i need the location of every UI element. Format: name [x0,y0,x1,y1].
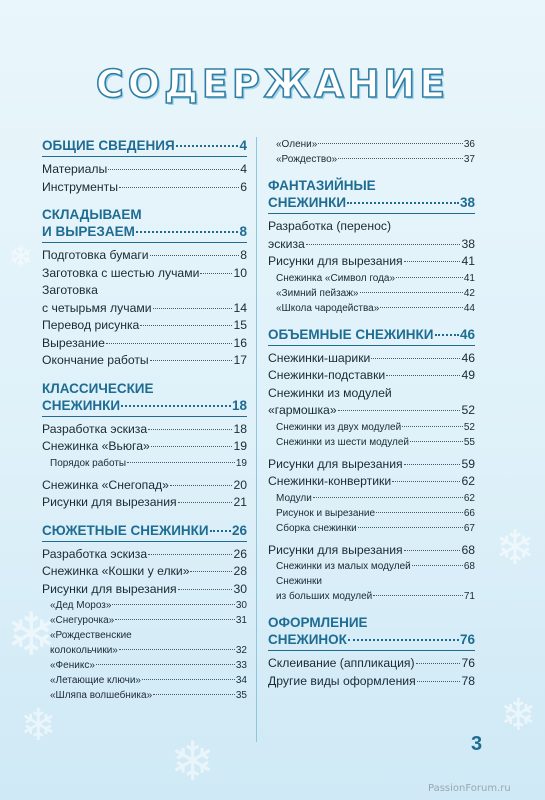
section-heading[interactable] [42,137,247,157]
toc-subentry[interactable] [268,559,475,574]
toc-section [268,177,475,316]
dot-leader [417,681,461,682]
toc-entry[interactable] [268,542,475,560]
dot-leader [402,426,463,427]
entry-label: Перевод рисунка [42,318,140,332]
entry-label: Другие виды оформления [268,673,416,688]
entry-label: Заготовка [42,283,98,297]
dot-leader [347,202,459,204]
dot-leader [371,358,460,359]
dot-leader [306,244,461,245]
section-heading-label: ОБЩИЕ СВЕДЕНИЯ [42,138,175,153]
section-heading[interactable] [42,206,247,243]
toc-entry[interactable] [268,367,475,385]
section-heading-label: СНЕЖИНКИ [42,397,121,413]
section-heading-line [42,206,247,223]
section-page-number: 76 [459,632,475,647]
dot-leader [115,619,235,620]
dot-leader [358,527,463,528]
entry-label: Вырезание [42,335,105,350]
snowflake-decoration: ❄ [6,600,57,670]
toc-subentry[interactable] [268,521,475,536]
toc-entry[interactable] [42,179,247,197]
section-heading-label: ФАНТАЗИЙНЫЕ [268,178,376,193]
entry-label: Разработка эскиза [42,546,148,561]
entry-page-number: 6 [240,179,247,194]
toc-entry[interactable] [42,421,247,439]
toc-section [42,522,247,704]
entry-label: Снежинки-подставки [268,368,386,382]
entry-page-number: 21 [233,495,247,509]
entry-label: Материалы [42,162,108,176]
toc-subentry[interactable] [268,435,475,450]
dot-leader [170,485,232,486]
entry-page-number: 20 [233,477,247,492]
toc-section [268,137,475,167]
toc-section [42,380,247,512]
dot-leader [338,158,463,159]
section-heading-line [268,177,475,194]
toc-subentry[interactable] [42,598,247,613]
entry-page-number: 31 [235,615,247,626]
toc-subentry[interactable] [268,491,475,506]
entry-label: «Зимний пейзаж» [276,287,359,299]
dot-leader [404,261,461,262]
entry-label: Рисунки для вырезания [268,254,403,268]
toc-entry[interactable] [42,282,247,300]
page-title: СОДЕРЖАНИЕ [95,62,450,106]
toc-subentry[interactable] [268,286,475,301]
toc-entry[interactable] [268,253,475,271]
section-heading-line [268,194,475,211]
toc-entry[interactable] [42,317,247,335]
toc-entry[interactable] [42,494,247,512]
entry-page-number: 62 [463,492,475,504]
toc-subentry[interactable] [42,688,247,703]
entry-label: «Снегурочка» [50,615,115,626]
section-page-number: 38 [459,195,475,210]
entry-page-number: 17 [233,353,247,367]
dot-leader [96,664,235,665]
entry-label: Окончание работы [42,353,149,367]
section-heading[interactable] [268,326,475,346]
toc-entry[interactable] [268,456,475,474]
section-heading-line [268,614,475,631]
section-heading-label: СНЕЖИНОК [268,632,347,647]
entry-page-number: 52 [461,403,475,417]
entry-page-number: 15 [233,318,247,332]
dot-leader [380,307,463,308]
toc-subentry[interactable] [42,628,247,643]
dot-leader [318,143,463,144]
dot-leader [373,595,463,596]
entry-label: Рисунки для вырезания [268,456,403,471]
section-heading-label: СЮЖЕТНЫЕ СНЕЖИНКИ [42,522,209,538]
entry-label: Снежинки из шести модулей [276,436,410,448]
dot-leader [148,554,232,555]
dot-leader [338,410,461,411]
toc-section [42,137,247,196]
entry-label: с четырьмя лучами [42,300,152,315]
entry-page-number: 19 [235,457,247,469]
dot-leader [106,343,233,344]
toc-entry[interactable] [42,438,247,456]
dot-leader [416,663,461,664]
toc-entry[interactable] [268,350,475,368]
section-heading-label: СНЕЖИНКИ [268,195,347,210]
toc-entry[interactable] [42,300,247,318]
entry-page-number: 66 [463,507,475,519]
entry-page-number: 38 [461,236,475,251]
watermark: PassionForum.ru [428,783,511,794]
entry-label: Снежинки [276,576,322,587]
section-heading-label: ОБЪЕМНЫЕ СНЕЖИНКИ [268,326,434,342]
snowflake-decoration: ❄ [170,730,216,793]
toc-entry[interactable] [42,335,247,353]
entry-page-number: 41 [463,272,475,284]
entry-label: «Школа чародейства» [276,302,380,314]
toc-section [268,326,475,605]
toc-entry[interactable] [42,477,247,495]
toc-subentry[interactable] [42,613,247,628]
toc-subentry[interactable] [268,420,475,435]
section-page-number: 4 [239,138,247,153]
entry-page-number: 4 [240,162,247,176]
dot-leader [136,231,239,233]
section-heading-line [42,397,247,414]
entry-label: «Дед Мороз» [50,600,112,611]
toc-subentry[interactable] [268,301,475,316]
toc-entry[interactable] [268,385,475,403]
dot-leader [404,464,461,465]
entry-page-number: 71 [463,591,475,602]
entry-label: колокольчики» [50,645,118,656]
toc-section [42,206,247,370]
toc-subentry[interactable] [268,506,475,521]
entry-page-number: 67 [463,522,475,534]
entry-label: Рисунки для вырезания [42,581,177,596]
entry-page-number: 28 [233,564,247,578]
toc-entry[interactable] [268,402,475,420]
dot-leader [386,375,460,376]
entry-label: Склеивание (аппликация) [268,656,415,670]
toc-subentry[interactable] [268,589,475,604]
dot-leader [178,502,233,503]
toc-entry[interactable] [42,352,247,370]
section-page-number: 26 [231,522,247,538]
entry-page-number: 49 [461,368,475,382]
dot-leader [396,277,463,278]
entry-page-number: 44 [463,302,475,314]
dot-leader [151,446,233,447]
section-heading-line [42,522,247,539]
entry-label: Снежинка «Кошки у елки» [42,564,190,578]
dot-leader [210,530,231,532]
dot-leader [150,255,240,256]
dot-leader [178,589,233,590]
entry-label: «гармошка» [268,403,337,417]
dot-leader [108,169,239,170]
entry-label: Заготовка с шестью лучами [42,265,200,280]
entry-page-number: 33 [235,660,247,671]
entry-page-number: 14 [233,300,247,315]
entry-page-number: 18 [233,421,247,436]
entry-label: Порядок работы [50,457,127,469]
entry-page-number: 8 [240,248,247,262]
entry-page-number: 37 [463,154,475,165]
toc-entry[interactable] [268,218,475,236]
snowflake-decoration: ❄ [20,700,57,751]
entry-page-number: 55 [463,436,475,448]
entry-page-number: 46 [461,350,475,365]
section-heading[interactable] [42,522,247,542]
entry-page-number: 26 [233,546,247,561]
entry-page-number: 32 [235,645,247,656]
section-heading[interactable] [268,177,475,214]
entry-label: Разработка эскиза [42,421,148,436]
entry-label: из больших модулей [276,591,373,602]
entry-label: Снежинки-шарики [268,350,371,365]
toc-subentry[interactable] [268,271,475,286]
dot-leader [376,512,463,513]
dot-leader [121,405,231,407]
toc-subentry[interactable] [268,137,475,152]
toc-entry[interactable] [268,236,475,254]
dot-leader [435,334,459,336]
entry-label: Рисунки для вырезания [42,495,177,509]
dot-leader [153,308,233,309]
entry-label: Снежинка «Символ года» [276,272,396,284]
section-heading[interactable] [42,380,247,417]
entry-page-number: 78 [461,673,475,688]
dot-leader [142,679,235,680]
section-page-number: 18 [231,397,247,413]
entry-label: Модули [276,492,312,504]
toc-entry[interactable] [268,655,475,673]
section-page-number: 8 [239,224,247,239]
entry-label: Снежинки из двух модулей [276,421,402,433]
entry-label: Рисунки для вырезания [268,542,403,557]
section-heading-line [268,326,475,343]
entry-page-number: 16 [233,335,247,350]
section-page-number: 46 [459,326,475,342]
dot-leader [119,187,239,188]
entry-page-number: 42 [463,287,475,299]
dot-leader [112,604,234,605]
dot-leader [313,497,463,498]
entry-page-number: 62 [461,474,475,488]
section-heading-label: КЛАССИЧЕСКИЕ [42,380,154,396]
entry-label: «Феникс» [50,660,95,671]
entry-label: Рисунок и вырезание [276,507,376,519]
entry-page-number: 30 [235,600,247,611]
dot-leader [153,694,235,695]
dot-leader [200,273,232,274]
dot-leader [148,429,232,430]
section-heading-line [42,223,247,240]
entry-label: Снежинка «Снегопад» [42,477,169,492]
toc-subentry[interactable] [42,643,247,658]
entry-label: Сборка снежинки [276,522,357,534]
entry-label: «Летающие ключи» [50,675,141,686]
column-divider [256,137,257,742]
toc-subentry[interactable] [42,456,247,471]
dot-leader [348,639,459,641]
entry-page-number: 52 [463,421,475,433]
dot-leader [404,550,461,551]
dot-leader [150,360,233,361]
entry-label: Подготовка бумаги [42,248,149,262]
entry-label: Снежинки из малых модулей [276,561,411,572]
entry-label: Снежинки-конвертики [268,474,392,488]
dot-leader [190,571,232,572]
entry-label: Снежинки из модулей [268,385,392,400]
toc-entry[interactable] [42,265,247,283]
snowflake-decoration: ❄ [500,690,537,741]
entry-label: Снежинка «Вьюга» [42,439,150,453]
entry-page-number: 35 [235,690,247,701]
toc-entry[interactable] [42,563,247,581]
entry-label: Инструменты [42,179,118,194]
entry-label: эскиза [268,236,305,251]
section-heading-label: СКЛАДЫВАЕМ [42,207,142,222]
toc-subentry[interactable] [42,658,247,673]
entry-page-number: 41 [461,254,475,268]
entry-label: «Рождественские [50,630,132,641]
dot-leader [176,145,239,147]
dot-leader [119,649,235,650]
page-number: 3 [471,733,483,755]
entry-page-number: 10 [233,265,247,280]
section-heading-label: ОФОРМЛЕНИЕ [268,615,368,630]
toc-entry[interactable] [42,581,247,599]
entry-label: Разработка (перенос) [268,219,391,233]
entry-page-number: 68 [461,542,475,557]
dot-leader [392,481,460,482]
toc-entry[interactable] [42,161,247,179]
toc-section [268,614,475,690]
toc-entry[interactable] [42,247,247,265]
section-heading-line [42,380,247,397]
section-heading-line [268,631,475,648]
toc-subentry[interactable] [42,673,247,688]
entry-page-number: 19 [233,439,247,453]
toc-column-left [42,137,247,713]
toc-entry[interactable] [268,473,475,491]
section-heading-label: И ВЫРЕЗАЕМ [42,224,135,239]
toc-column-right [268,137,475,700]
entry-page-number: 76 [461,656,475,670]
dot-leader [410,441,463,442]
entry-page-number: 34 [235,675,247,686]
snowflake-decoration: ❄ [495,520,536,576]
dot-leader [360,292,463,293]
toc-subentry[interactable] [268,574,475,589]
dot-leader [412,565,463,566]
entry-page-number: 59 [461,456,475,471]
toc-entry[interactable] [268,673,475,691]
toc-entry[interactable] [42,546,247,564]
dot-leader [127,462,235,463]
entry-label: «Рождество» [276,154,338,165]
section-heading-line [42,137,247,154]
snowflake-decoration: ❄ [8,240,34,275]
entry-page-number: 68 [463,561,475,572]
section-heading[interactable] [268,614,475,651]
entry-label: «Шляпа волшебника» [50,690,153,701]
entry-label: «Олени» [276,139,318,150]
toc-subentry[interactable] [268,152,475,167]
entry-page-number: 36 [463,139,475,150]
dot-leader [140,325,232,326]
entry-page-number: 30 [233,581,247,596]
